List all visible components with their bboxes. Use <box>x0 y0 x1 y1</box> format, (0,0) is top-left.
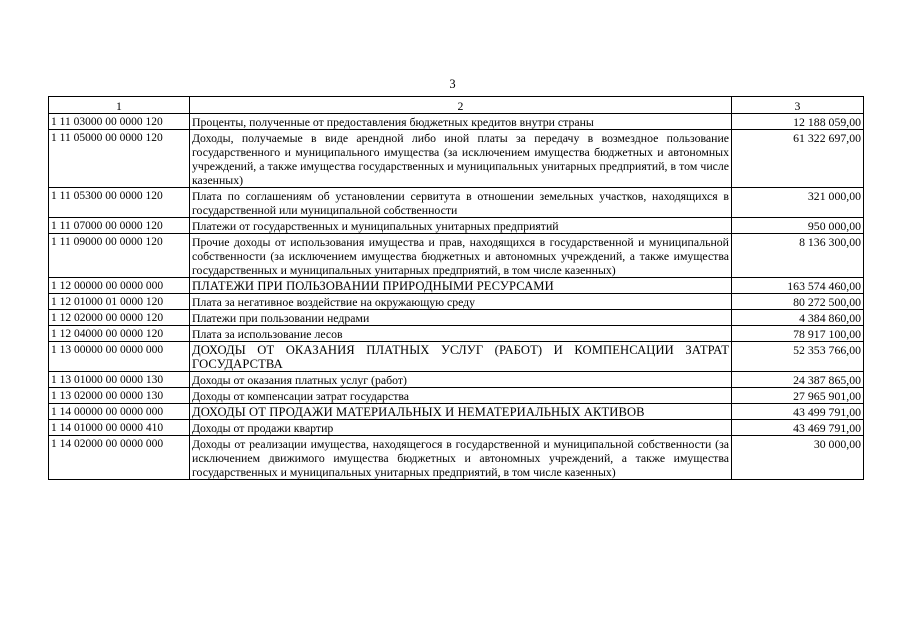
classification-code: 1 12 02000 00 0000 120 <box>49 310 190 326</box>
table-row <box>49 342 864 372</box>
revenue-table <box>48 96 864 480</box>
revenue-name: Прочие доходы от использования имущества и прав, находящихся в государственной и муниципальной собственности (за исключением имущества бюджетных и автономных учреждений, а также имущества государственных и муниципальных унитарных предприятий, в том числе казенных) <box>190 234 732 278</box>
revenue-name: Доходы от реализации имущества, находящегося в государственной и муниципальной собственности (за исключением движимого имущества бюджетных и автономных учреждений, а также имущества государственных и муниципальных унитарных предприятий, в том числе казенных) <box>190 436 732 480</box>
revenue-name: Плата за негативное воздействие на окружающую среду <box>190 294 732 310</box>
classification-code: 1 12 00000 00 0000 000 <box>49 278 190 294</box>
classification-code: 1 11 05000 00 0000 120 <box>49 130 190 188</box>
revenue-table-body <box>49 97 864 480</box>
classification-code: 1 14 01000 00 0000 410 <box>49 420 190 436</box>
revenue-name: Доходы от компенсации затрат государства <box>190 388 732 404</box>
classification-code: 1 11 09000 00 0000 120 <box>49 234 190 278</box>
classification-code: 1 12 04000 00 0000 120 <box>49 326 190 342</box>
revenue-amount: 52 353 766,00 <box>732 342 864 372</box>
revenue-amount: 12 188 059,00 <box>732 114 864 130</box>
revenue-name: Проценты, полученные от предоставления бюджетных кредитов внутри страны <box>190 114 732 130</box>
table-row <box>49 294 864 310</box>
revenue-name: Доходы от продажи квартир <box>190 420 732 436</box>
revenue-amount: 163 574 460,00 <box>732 278 864 294</box>
classification-code: 1 14 02000 00 0000 000 <box>49 436 190 480</box>
classification-code: 1 13 02000 00 0000 130 <box>49 388 190 404</box>
classification-code: 1 13 00000 00 0000 000 <box>49 342 190 372</box>
table-row <box>49 218 864 234</box>
table-row <box>49 404 864 420</box>
table-row <box>49 372 864 388</box>
table-row <box>49 310 864 326</box>
column-header-amount: 3 <box>732 97 864 114</box>
table-row <box>49 388 864 404</box>
table-row <box>49 188 864 218</box>
classification-code: 1 14 00000 00 0000 000 <box>49 404 190 420</box>
classification-code: 1 11 03000 00 0000 120 <box>49 114 190 130</box>
table-row <box>49 114 864 130</box>
revenue-amount: 950 000,00 <box>732 218 864 234</box>
revenue-name: Плата за использование лесов <box>190 326 732 342</box>
table-row <box>49 278 864 294</box>
revenue-amount: 27 965 901,00 <box>732 388 864 404</box>
revenue-amount: 61 322 697,00 <box>732 130 864 188</box>
page-number: 3 <box>449 77 456 91</box>
revenue-amount: 43 469 791,00 <box>732 420 864 436</box>
revenue-name: Платежи при пользовании недрами <box>190 310 732 326</box>
revenue-name: Доходы от оказания платных услуг (работ) <box>190 372 732 388</box>
classification-code: 1 12 01000 01 0000 120 <box>49 294 190 310</box>
table-row <box>49 420 864 436</box>
table-row <box>49 436 864 480</box>
revenue-amount: 80 272 500,00 <box>732 294 864 310</box>
classification-code: 1 13 01000 00 0000 130 <box>49 372 190 388</box>
table-row <box>49 130 864 188</box>
revenue-amount: 321 000,00 <box>732 188 864 218</box>
table-header-row <box>49 97 864 114</box>
revenue-amount: 78 917 100,00 <box>732 326 864 342</box>
table-row <box>49 326 864 342</box>
revenue-amount: 4 384 860,00 <box>732 310 864 326</box>
column-header-name: 2 <box>190 97 732 114</box>
revenue-name: ДОХОДЫ ОТ ПРОДАЖИ МАТЕРИАЛЬНЫХ И НЕМАТЕРИАЛЬНЫХ АКТИВОВ <box>190 404 732 420</box>
classification-code: 1 11 07000 00 0000 120 <box>49 218 190 234</box>
revenue-name: Платежи от государственных и муниципальных унитарных предприятий <box>190 218 732 234</box>
revenue-amount: 8 136 300,00 <box>732 234 864 278</box>
revenue-name: ДОХОДЫ ОТ ОКАЗАНИЯ ПЛАТНЫХ УСЛУГ (РАБОТ) И КОМПЕНСАЦИИ ЗАТРАТ ГОСУДАРСТВА <box>190 342 732 372</box>
revenue-amount: 24 387 865,00 <box>732 372 864 388</box>
table-row <box>49 234 864 278</box>
column-header-code: 1 <box>49 97 190 114</box>
revenue-name: ПЛАТЕЖИ ПРИ ПОЛЬЗОВАНИИ ПРИРОДНЫМИ РЕСУРСАМИ <box>190 278 732 294</box>
revenue-amount: 43 499 791,00 <box>732 404 864 420</box>
revenue-name: Плата по соглашениям об установлении сервитута в отношении земельных участков, находящихся в государственной или муниципальной собственности <box>190 188 732 218</box>
classification-code: 1 11 05300 00 0000 120 <box>49 188 190 218</box>
revenue-amount: 30 000,00 <box>732 436 864 480</box>
revenue-name: Доходы, получаемые в виде арендной либо иной платы за передачу в возмездное пользование государственного и муниципального имущества (за исключением имущества бюджетных и автономных учреждений, а также имущества государственных и муниципальных унитарных предприятий, в том числе казенных) <box>190 130 732 188</box>
